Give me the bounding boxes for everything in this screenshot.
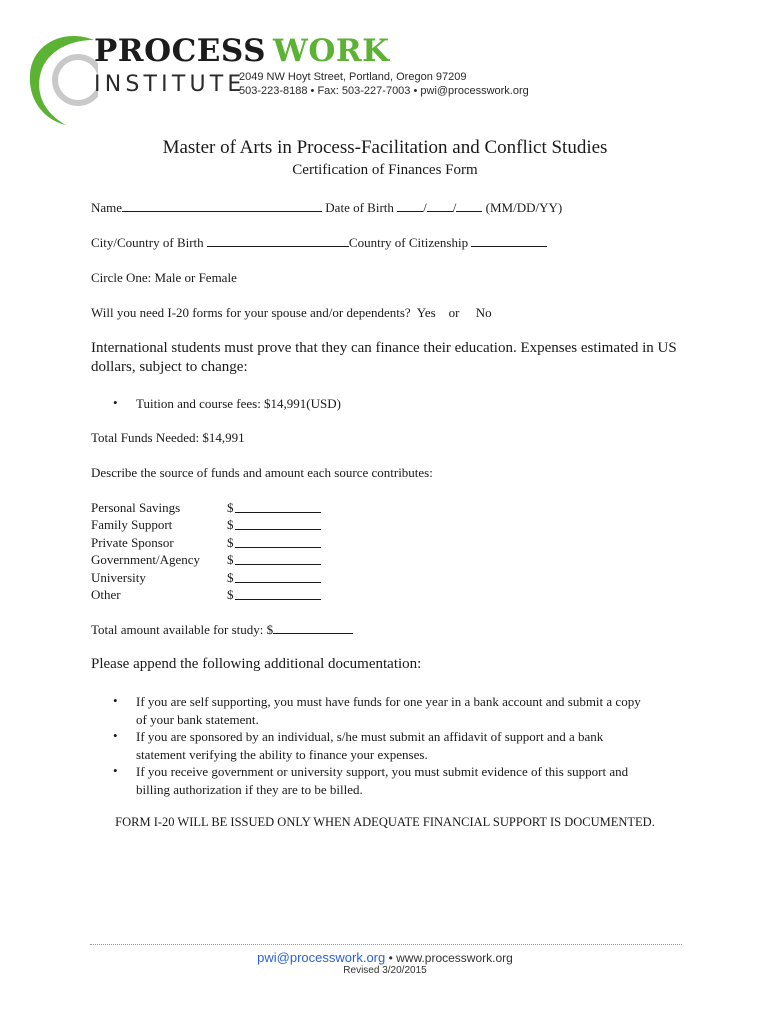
footer-divider	[90, 944, 682, 945]
government-agency-field[interactable]	[235, 552, 321, 565]
city-country-field[interactable]	[207, 235, 349, 247]
dob-format: (MM/DD/YY)	[485, 200, 563, 215]
source-label: Private Sponsor	[91, 535, 174, 550]
family-support-field[interactable]	[235, 517, 321, 530]
total-available-row	[91, 622, 353, 638]
form-subtitle: Certification of Finances Form	[292, 162, 478, 178]
documentation-item	[136, 763, 696, 798]
documentation-line: If you are sponsored by an individual, s/he must submit an affidavit of support and a bank	[136, 729, 604, 744]
describe-sources: Describe the source of funds and amount each source contributes:	[91, 465, 433, 480]
logo-work-text: WORK	[273, 33, 390, 69]
name-label: Name	[91, 200, 123, 215]
documentation-line: billing authorization if they are to be billed.	[136, 781, 363, 797]
documentation-item	[136, 693, 696, 728]
append-heading: Please append the following additional documentation:	[91, 656, 422, 672]
footer-contact	[0, 950, 770, 965]
dob-label: Date of Birth	[325, 200, 394, 215]
source-label: Government/Agency	[91, 552, 201, 567]
documentation-line: If you are self supporting, you must have funds for one year in a bank account and submit a copy	[136, 694, 641, 709]
address-line: 2049 NW Hoyt Street, Portland, Oregon 97209	[239, 71, 467, 83]
bullet-icon: •	[113, 395, 118, 410]
documentation-line: statement verifying the ability to finance your expenses.	[136, 746, 428, 762]
dob-separator: /	[452, 200, 457, 215]
birth-citizenship-row	[91, 235, 547, 251]
documentation-item	[136, 728, 696, 763]
no-option[interactable]: No	[475, 305, 492, 320]
dob-separator: /	[423, 200, 427, 215]
total-available-field[interactable]	[273, 622, 353, 634]
currency-symbol: $	[227, 517, 234, 532]
footer-email-link[interactable]: pwi@processwork.org	[257, 950, 386, 965]
citizenship-field[interactable]	[471, 235, 547, 247]
total-funds-needed: Total Funds Needed: $14,991	[91, 430, 245, 445]
dob-day-field[interactable]	[427, 200, 453, 212]
personal-savings-field[interactable]	[235, 500, 321, 513]
footer-website: • www.processwork.org	[385, 951, 513, 965]
currency-symbol: $	[227, 535, 234, 550]
process-work-logo-icon	[24, 30, 98, 126]
citizenship-label: Country of Citizenship	[348, 235, 469, 250]
documentation-line: If you receive government or university support, you must submit evidence of this support and	[136, 764, 629, 779]
bullet-icon: •	[113, 728, 118, 743]
university-field[interactable]	[235, 570, 321, 583]
documentation-line: of your bank statement.	[136, 711, 259, 727]
source-label: Other	[91, 587, 121, 602]
expense-item: Tuition and course fees: $14,991(USD)	[136, 396, 341, 411]
city-country-label: City/Country of Birth	[91, 235, 204, 250]
contact-line: 503-223-8188 • Fax: 503-227-7003 • pwi@processwork.org	[239, 85, 529, 97]
i20-row	[91, 305, 492, 321]
issuance-notice: FORM I-20 WILL BE ISSUED ONLY WHEN ADEQUATE FINANCIAL SUPPORT IS DOCUMENTED.	[115, 815, 655, 829]
source-label: Family Support	[91, 517, 173, 532]
gender-row[interactable]: Circle One: Male or Female	[91, 270, 237, 285]
logo-institute-text: INSTITUTE	[94, 72, 246, 97]
dob-month-field[interactable]	[397, 200, 423, 212]
source-label: University	[91, 570, 146, 585]
currency-symbol: $	[227, 570, 234, 585]
i20-question: Will you need I-20 forms for your spouse and/or dependents?	[91, 305, 411, 320]
other-field[interactable]	[235, 587, 321, 600]
source-label: Personal Savings	[91, 500, 181, 515]
dob-year-field[interactable]	[456, 200, 482, 212]
or-text: or	[448, 305, 460, 320]
private-sponsor-field[interactable]	[235, 535, 321, 548]
bullet-icon: •	[113, 693, 118, 708]
yes-option[interactable]: Yes	[416, 305, 436, 320]
currency-symbol: $	[227, 587, 234, 602]
currency-symbol: $	[227, 500, 234, 515]
name-dob-row	[91, 200, 562, 216]
international-statement: International students must prove that they can finance their education. Expenses estimated in US dollars, subject to change:	[91, 340, 677, 375]
footer-revised: Revised 3/20/2015	[343, 965, 427, 976]
total-available-label: Total amount available for study: $	[91, 622, 274, 637]
currency-symbol: $	[227, 552, 234, 567]
logo-process-text: PROCESS	[94, 33, 266, 69]
form-title: Master of Arts in Process-Facilitation and Conflict Studies	[162, 137, 608, 158]
bullet-icon: •	[113, 763, 118, 778]
name-field[interactable]	[122, 200, 322, 212]
